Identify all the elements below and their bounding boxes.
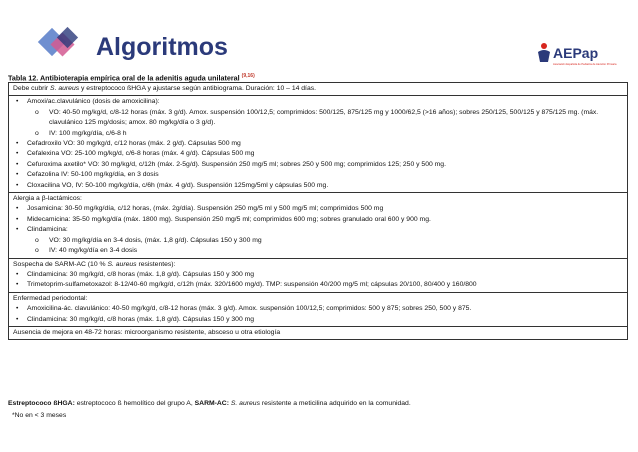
- list-item: • Clindamicina:: [13, 225, 623, 235]
- list-subitem: o IV: 100 mg/kg/día, c/6-8 h: [13, 129, 623, 139]
- footnote-text: estreptococo ß hemolítico del grupo A,: [76, 400, 193, 407]
- table-row: [9, 96, 628, 193]
- list-item: • Clindamicina: 30 mg/kg/d, c/8 horas (máx. 1,8 g/d). Cápsulas 150 y 300 mg: [13, 315, 623, 325]
- section-heading-italic: S. aureus: [107, 260, 137, 268]
- list-subitem: o VO: 40-50 mg/kg/d, c/8-12 horas (máx. 3 g/d). Amox. suspensión 100/12,5; comprimidos: 500/125, 875/125 mg y 1000/62,5 (>16 años); sobres 250/125, 500/125 y 875/125 mg. (máx. clavulánico 125 mg/dosis; amox. 80 mg/kg/día o 3 g/d).: [13, 108, 623, 129]
- list-item: • Clindamicina: 30 mg/kg/d, c/8 horas (máx. 1,8 g/d). Cápsulas 150 y 300 mg: [13, 270, 623, 280]
- table-row: [9, 292, 628, 326]
- figure-icon: [538, 43, 550, 62]
- intro-cell: [9, 83, 628, 96]
- list-item: • Midecamicina: 35-50 mg/kg/día (máx. 1800 mg). Suspensión 250 mg/5 ml; comprimidos 600 mg; sobres granulado oral 600 y 900 mg.: [13, 215, 623, 225]
- age-footnote: *No en < 3 meses: [12, 412, 67, 419]
- partner-text: AEPap: [553, 45, 599, 61]
- no-improvement-cell: Ausencia de mejora en 48-72 horas: microorganismo resistente, absceso u otra etiología: [9, 326, 628, 339]
- section-heading: Alergia a β-lactámicos:: [13, 195, 82, 203]
- allergy-cell: [9, 193, 628, 258]
- first-line-cell: [9, 96, 628, 193]
- list-subitem: o VO: 30 mg/kg/día en 3-4 dosis, (máx. 1,8 g/d). Cápsulas 150 y 300 mg: [13, 236, 623, 246]
- list-item: • Cefuroxima axetilo* VO: 30 mg/kg/d, c/12h (máx. 2-5g/d). Suspensión 250 mg/5 ml; sobres 250 y 500 mg; comprimidos 125; 250 y 500 mg.: [13, 160, 623, 170]
- antibiotic-table: [8, 82, 628, 340]
- sarm-cell: [9, 258, 628, 292]
- table-title: [8, 73, 255, 82]
- periodontal-cell: [9, 292, 628, 326]
- intro-text-end: y estreptococo ßHGA y ajustarse según antibiograma. Duración: 10 – 14 días.: [81, 85, 317, 92]
- brand-text: Algoritmos: [96, 33, 228, 61]
- list-item: • Cefalexina VO: 25-100 mg/kg/d, c/6-8 horas (máx. 4 g/d). Cápsulas 500 mg: [13, 149, 623, 159]
- drug-list: [13, 97, 623, 191]
- table-row: [9, 326, 628, 339]
- drug-list: [13, 304, 623, 325]
- table-row: [9, 258, 628, 292]
- table-title-text: Tabla 12. Antibioterapia empírica oral de la adenitis aguda unilateral: [8, 73, 240, 83]
- list-subitem: o IV: 40 mg/kg/día en 3-4 dosis: [13, 246, 623, 256]
- section-heading: [13, 260, 623, 270]
- drug-list: [13, 204, 623, 256]
- footnote-italic: S. aureus: [230, 400, 260, 407]
- footnote-term: SARM-AC:: [194, 400, 229, 407]
- algoritmos-logo: [34, 26, 244, 66]
- list-item: • Josamicina: 30-50 mg/kg/día, c/12 horas, (máx. 2g/día). Suspensión 250 mg/5 ml y 500 mg/5 ml; comprimidos 500 mg: [13, 204, 623, 214]
- diamond-icon: [38, 27, 78, 57]
- footnote-text: resistente a meticilina adquirido en la comunidad.: [261, 400, 411, 407]
- table-row: [9, 193, 628, 258]
- intro-text: Debe cubrir: [13, 85, 49, 92]
- list-item: • Cefadroxilo VO: 30 mg/kg/d, c/12 horas (máx. 2 g/d). Cápsulas 500 mg: [13, 139, 623, 149]
- table-title-refs: (9,16): [241, 73, 255, 79]
- drug-list: [13, 270, 623, 291]
- list-item: • Cefazolina IV: 50-100 mg/kg/día, en 3 dosis: [13, 170, 623, 180]
- partner-subtitle: Asociación Española de Pediatría de Atención Primaria: [553, 63, 617, 66]
- footnote-term: Estreptococo ßHGA:: [8, 400, 75, 407]
- abbreviations-footnote: [8, 400, 411, 407]
- table-row: [9, 83, 628, 96]
- list-item: • Amoxicilina-ác. clavulánico: 40-50 mg/kg/d, c/8-12 horas (máx. 3 g/d). Amox. suspensión 100/12,5; comprimidos: 500 y 875; sobres 250, 500 y 875.: [13, 304, 623, 314]
- list-item: • Trimetoprim-sulfametoxazol: 8-12/40-60 mg/kg/d, c/12h (máx. 320/1600 mg/d). TMP: suspensión 40/200 mg/5 ml; cápsulas 20/100, 80/400 y 160/800: [13, 280, 623, 290]
- aepap-logo: [536, 40, 626, 70]
- list-item: • Cloxacilina VO, IV: 50-100 mg/kg/día, c/6h (máx. 4 g/d). Suspensión 125mg/5ml y cápsulas 500 mg.: [13, 181, 623, 191]
- list-item: • Amoxi/ac.clavulánico (dosis de amoxicilina):: [13, 97, 623, 107]
- section-heading-text: Sospecha de SARM-AC (10 %: [13, 260, 106, 268]
- page-header: [0, 0, 638, 70]
- section-heading-text-end: resistentes):: [138, 260, 176, 268]
- intro-italic: S. aureus: [50, 85, 80, 92]
- section-heading: Enfermedad periodontal:: [13, 294, 88, 302]
